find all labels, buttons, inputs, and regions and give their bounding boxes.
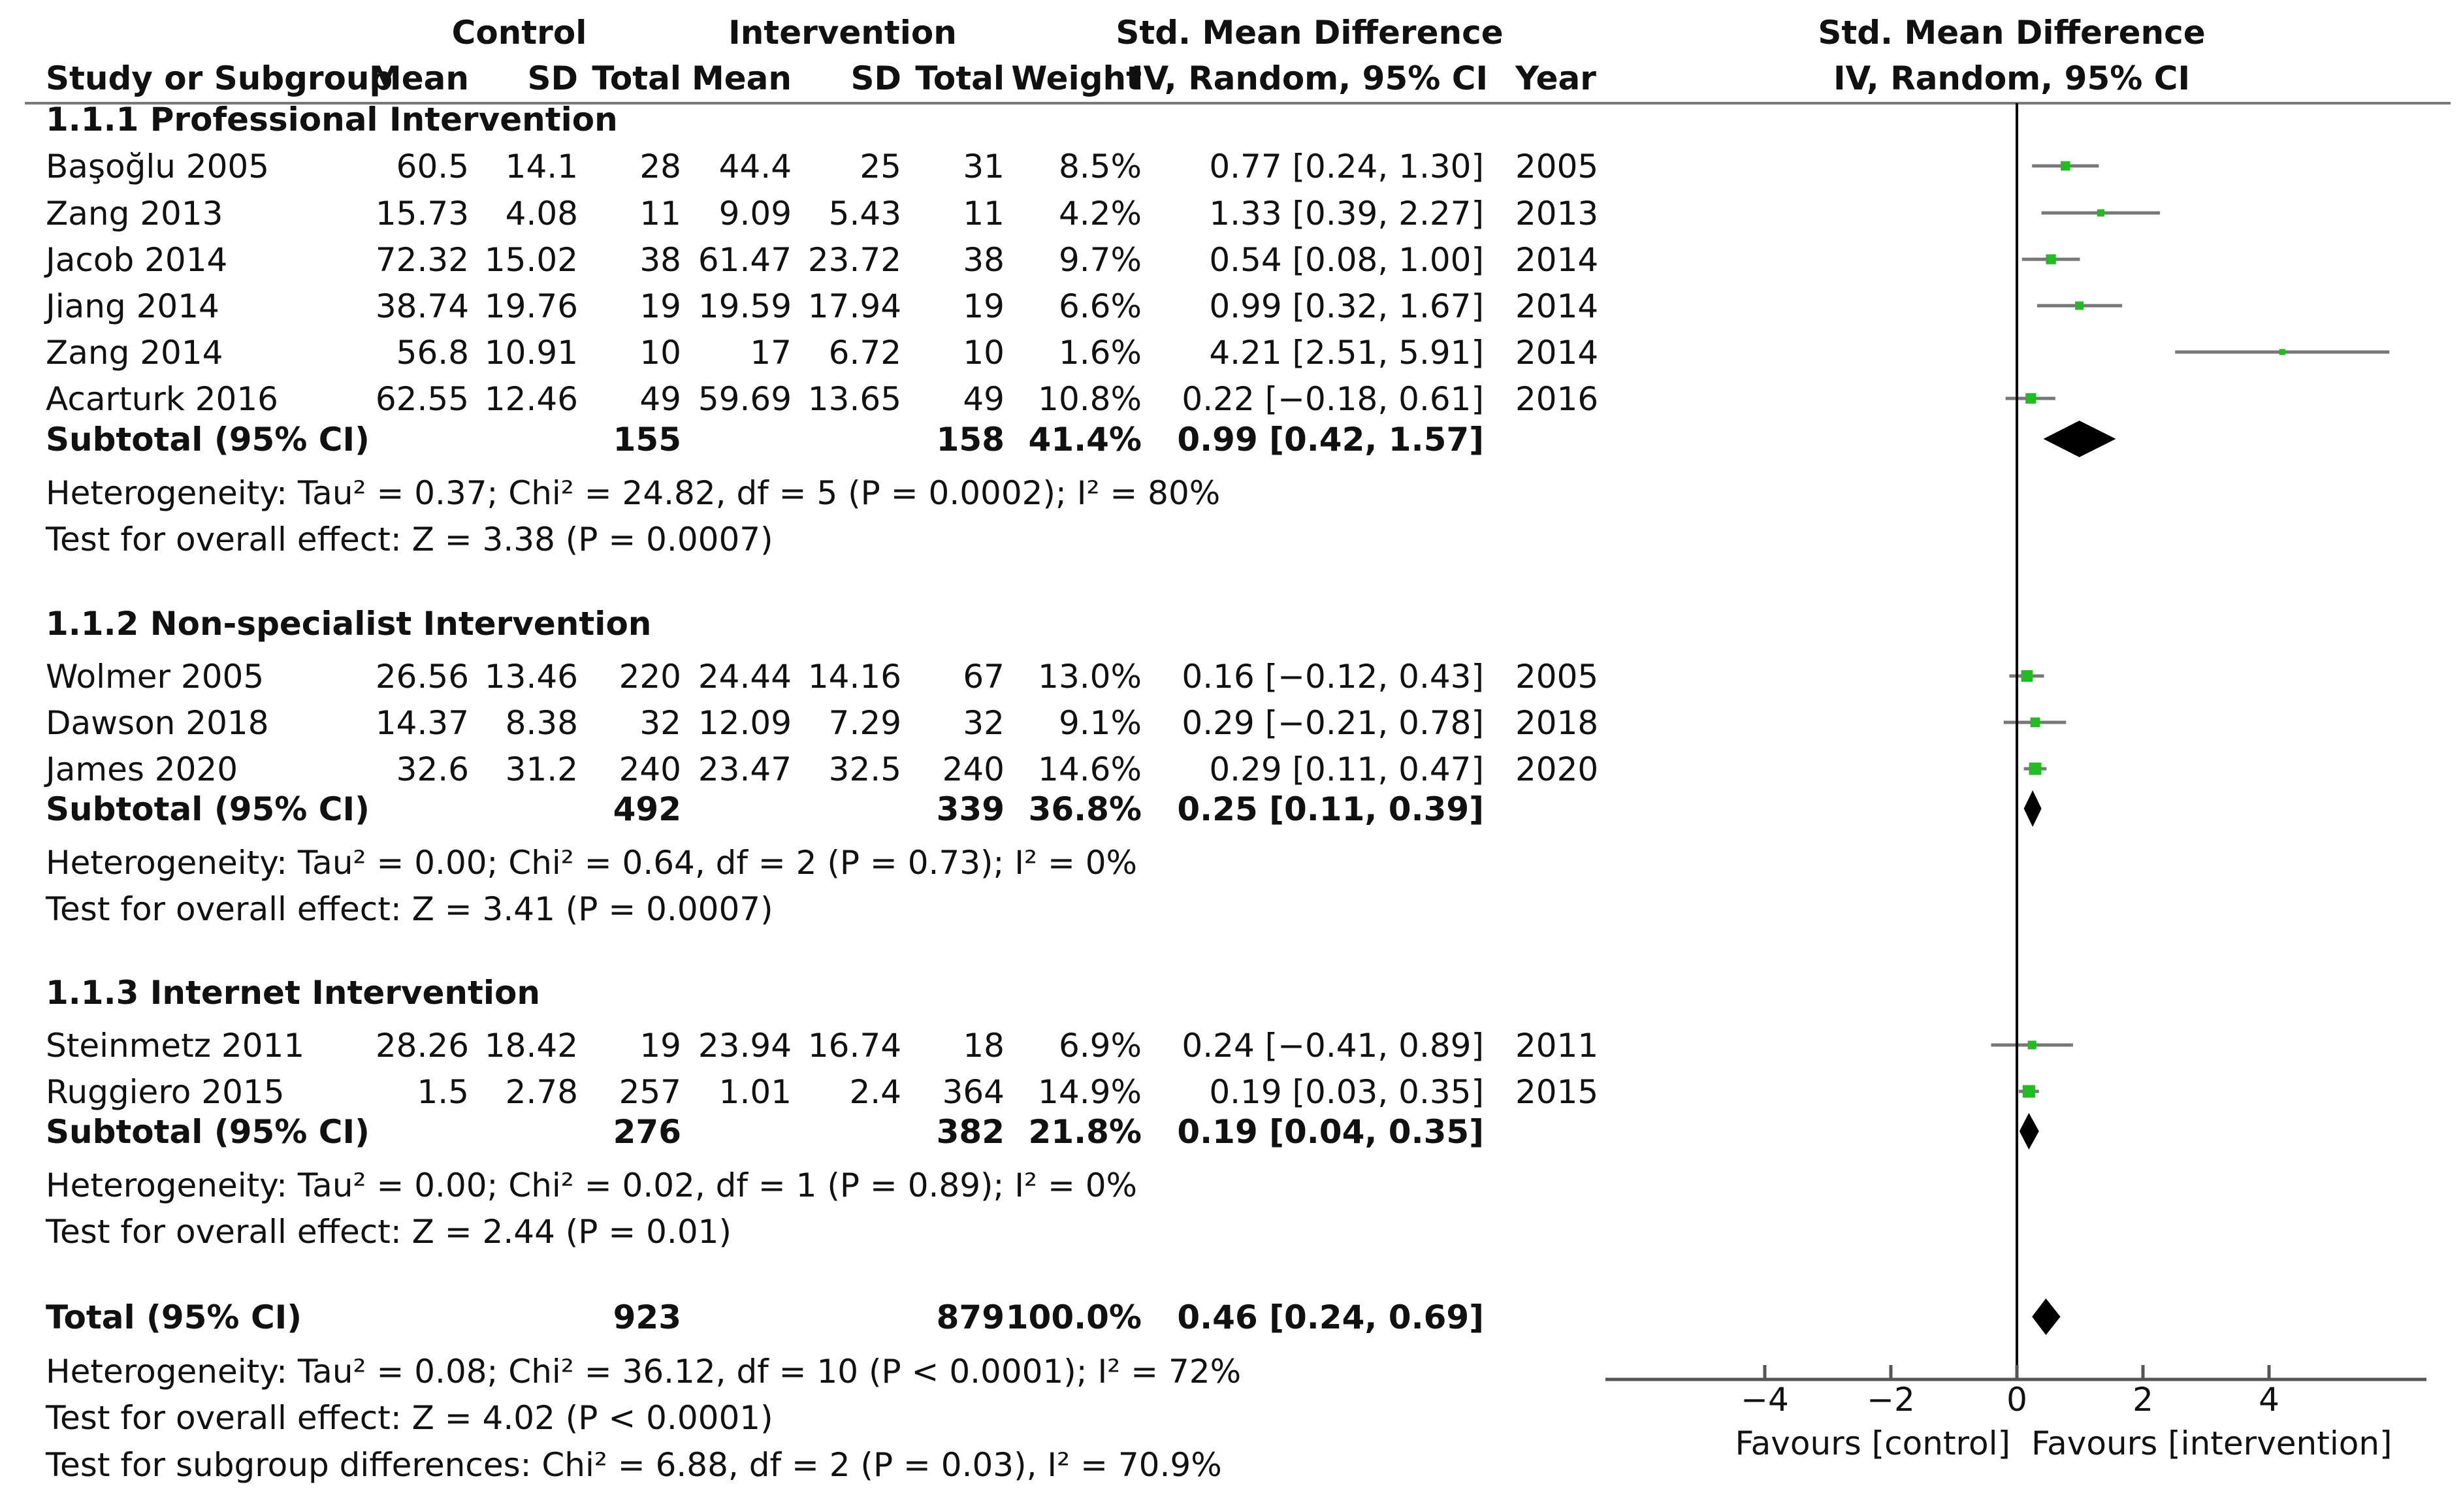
control-sd: 10.91 — [484, 334, 578, 372]
subtotal-label: Subtotal (95% CI) — [46, 421, 370, 458]
control-mean: 26.56 — [375, 658, 469, 696]
study-marker — [2023, 1085, 2035, 1097]
intervention-sd: 14.16 — [807, 658, 901, 696]
col-total-control: Total — [592, 59, 681, 97]
study-year: 2014 — [1515, 334, 1599, 372]
header-control: Control — [451, 14, 587, 52]
control-mean: 38.74 — [375, 287, 469, 325]
control-mean: 28.26 — [375, 1027, 469, 1065]
subgroup-label: 1.1.2 Non-specialist Intervention — [46, 605, 652, 643]
note-text: Test for overall effect: Z = 2.44 (P = 0.01) — [46, 1213, 732, 1251]
favours-intervention-label: Favours [intervention] — [2031, 1424, 2392, 1462]
control-mean: 15.73 — [375, 195, 469, 233]
subtotal-intervention-total: 158 — [936, 421, 1005, 458]
note-text: Heterogeneity: Tau² = 0.37; Chi² = 24.82, df = 5 (P = 0.0002); I² = 80% — [46, 474, 1221, 512]
subtotal-weight: 41.4% — [1028, 421, 1142, 458]
col-total-intervention: Total — [915, 59, 1005, 97]
control-mean: 32.6 — [396, 750, 469, 788]
study-name: Wolmer 2005 — [46, 658, 265, 696]
intervention-sd: 32.5 — [828, 750, 901, 788]
total-intervention-total: 879 — [936, 1298, 1005, 1336]
effect-ci-text: 0.77 [0.24, 1.30] — [1209, 148, 1484, 185]
effect-ci-text: 4.21 [2.51, 5.91] — [1209, 334, 1484, 372]
effect-ci-text: 0.16 [−0.12, 0.43] — [1182, 658, 1484, 696]
control-total: 11 — [639, 195, 681, 233]
intervention-mean: 9.09 — [718, 195, 792, 233]
subtotal-effect-ci-text: 0.19 [0.04, 0.35] — [1177, 1113, 1484, 1151]
weight-value: 9.1% — [1058, 704, 1142, 742]
intervention-mean: 24.44 — [698, 658, 792, 696]
intervention-sd: 13.65 — [807, 380, 901, 418]
subtotal-diamond — [2024, 790, 2042, 827]
control-mean: 14.37 — [375, 704, 469, 742]
study-year: 2005 — [1515, 658, 1599, 696]
subtotal-diamond — [2044, 421, 2116, 457]
intervention-mean: 23.94 — [698, 1027, 792, 1065]
control-mean: 1.5 — [417, 1073, 469, 1111]
study-year: 2014 — [1515, 241, 1599, 279]
control-sd: 13.46 — [484, 658, 578, 696]
control-sd: 18.42 — [484, 1027, 578, 1065]
control-total: 28 — [639, 148, 681, 185]
header-intervention: Intervention — [728, 14, 957, 52]
subtotal-control-total: 155 — [613, 421, 681, 458]
intervention-mean: 17 — [750, 334, 792, 372]
table-rows — [44, 101, 1598, 1484]
total-control-total: 923 — [613, 1298, 681, 1336]
intervention-total: 49 — [963, 380, 1005, 418]
intervention-sd: 5.43 — [828, 195, 901, 233]
control-mean: 62.55 — [375, 380, 469, 418]
subgroup-label: 1.1.1 Professional Intervention — [46, 101, 618, 138]
col-plot-method: IV, Random, 95% CI — [1833, 59, 2191, 97]
study-name: Steinmetz 2011 — [46, 1027, 305, 1065]
control-total: 240 — [619, 750, 681, 788]
weight-value: 8.5% — [1058, 148, 1142, 185]
control-sd: 15.02 — [484, 241, 578, 279]
control-total: 220 — [619, 658, 681, 696]
control-mean: 60.5 — [396, 148, 469, 185]
study-name: Ruggiero 2015 — [46, 1073, 285, 1111]
note-text: Heterogeneity: Tau² = 0.00; Chi² = 0.02, df = 1 (P = 0.89); I² = 0% — [46, 1166, 1138, 1204]
effect-ci-text: 0.19 [0.03, 0.35] — [1209, 1073, 1484, 1111]
control-sd: 8.38 — [505, 704, 578, 742]
study-marker — [2028, 1040, 2036, 1049]
study-marker — [2021, 670, 2033, 682]
control-mean: 72.32 — [375, 241, 469, 279]
control-total: 38 — [639, 241, 681, 279]
intervention-sd: 16.74 — [807, 1027, 901, 1065]
weight-value: 4.2% — [1058, 195, 1142, 233]
intervention-total: 32 — [963, 704, 1005, 742]
study-marker — [2046, 254, 2055, 264]
weight-value: 1.6% — [1058, 334, 1142, 372]
favours-control-label: Favours [control] — [1735, 1424, 2010, 1462]
effect-ci-text: 0.29 [−0.21, 0.78] — [1182, 704, 1484, 742]
study-name: Başoğlu 2005 — [46, 148, 270, 185]
study-year: 2013 — [1515, 195, 1599, 233]
col-mean-control: Mean — [368, 59, 469, 97]
intervention-mean: 19.59 — [698, 287, 792, 325]
intervention-sd: 6.72 — [828, 334, 901, 372]
study-year: 2005 — [1515, 148, 1599, 185]
note-text: Test for subgroup differences: Chi² = 6.88, df = 2 (P = 0.03), I² = 70.9% — [46, 1446, 1222, 1484]
intervention-sd: 7.29 — [828, 704, 901, 742]
intervention-total: 19 — [963, 287, 1005, 325]
control-sd: 14.1 — [505, 148, 578, 185]
col-effect: IV, Random, 95% CI — [1131, 59, 1489, 97]
effect-ci-text: 0.24 [−0.41, 0.89] — [1182, 1027, 1484, 1065]
x-tick-label: −4 — [1741, 1381, 1789, 1419]
col-weight: Weight — [1011, 59, 1142, 97]
col-sd-control: SD — [527, 59, 578, 97]
x-tick-label: 0 — [2006, 1381, 2027, 1419]
intervention-total: 364 — [942, 1073, 1005, 1111]
weight-value: 14.9% — [1038, 1073, 1142, 1111]
intervention-mean: 44.4 — [718, 148, 792, 185]
control-total: 19 — [639, 287, 681, 325]
control-sd: 12.46 — [484, 380, 578, 418]
intervention-sd: 17.94 — [807, 287, 901, 325]
subtotal-label: Subtotal (95% CI) — [46, 790, 370, 828]
subtotal-effect-ci-text: 0.25 [0.11, 0.39] — [1177, 790, 1484, 828]
note-text: Test for overall effect: Z = 4.02 (P < 0.0001) — [46, 1399, 773, 1437]
intervention-total: 11 — [963, 195, 1005, 233]
col-mean-intervention: Mean — [691, 59, 792, 97]
subtotal-label: Subtotal (95% CI) — [46, 1113, 370, 1151]
subgroup-label: 1.1.3 Internet Intervention — [46, 974, 541, 1012]
x-tick-label: −2 — [1867, 1381, 1915, 1419]
effect-ci-text: 1.33 [0.39, 2.27] — [1209, 195, 1484, 233]
intervention-mean: 61.47 — [698, 241, 792, 279]
total-effect-ci-text: 0.46 [0.24, 0.69] — [1177, 1298, 1484, 1336]
study-marker — [2025, 393, 2036, 404]
note-text: Heterogeneity: Tau² = 0.08; Chi² = 36.12, df = 10 (P < 0.0001); I² = 72% — [46, 1353, 1242, 1391]
subtotal-weight: 21.8% — [1028, 1113, 1142, 1151]
col-study: Study or Subgroup — [46, 59, 393, 97]
weight-value: 9.7% — [1058, 241, 1142, 279]
study-year: 2018 — [1515, 704, 1599, 742]
effect-ci-text: 0.22 [−0.18, 0.61] — [1182, 380, 1484, 418]
control-total: 49 — [639, 380, 681, 418]
x-tick-label: 4 — [2259, 1381, 2279, 1419]
study-marker — [2075, 302, 2084, 310]
subtotal-intervention-total: 339 — [936, 790, 1005, 828]
header-effect-title: Std. Mean Difference — [1116, 14, 1504, 52]
intervention-total: 31 — [963, 148, 1005, 185]
note-text: Heterogeneity: Tau² = 0.00; Chi² = 0.64, df = 2 (P = 0.73); I² = 0% — [46, 844, 1138, 882]
study-name: Jiang 2014 — [46, 287, 219, 325]
control-sd: 2.78 — [505, 1073, 578, 1111]
col-year: Year — [1515, 59, 1596, 97]
study-year: 2015 — [1515, 1073, 1599, 1111]
intervention-total: 240 — [942, 750, 1005, 788]
effect-ci-text: 0.29 [0.11, 0.47] — [1209, 750, 1484, 788]
total-diamond — [2032, 1298, 2060, 1335]
study-marker — [2097, 209, 2104, 216]
study-year: 2016 — [1515, 380, 1599, 418]
study-name: Jacob 2014 — [46, 241, 228, 279]
subtotal-control-total: 276 — [613, 1113, 681, 1151]
subtotal-control-total: 492 — [613, 790, 681, 828]
intervention-total: 67 — [963, 658, 1005, 696]
control-total: 257 — [619, 1073, 681, 1111]
plot-area — [1605, 103, 2426, 1462]
control-sd: 31.2 — [505, 750, 578, 788]
total-label: Total (95% CI) — [46, 1298, 302, 1336]
study-marker — [2279, 349, 2285, 355]
study-marker — [2031, 718, 2040, 728]
control-total: 32 — [639, 704, 681, 742]
study-name: Zang 2014 — [46, 334, 223, 372]
x-tick-label: 2 — [2133, 1381, 2153, 1419]
study-marker — [2061, 161, 2070, 170]
intervention-sd: 2.4 — [849, 1073, 901, 1111]
note-text: Test for overall effect: Z = 3.41 (P = 0.0007) — [46, 890, 773, 928]
control-sd: 4.08 — [505, 195, 578, 233]
control-mean: 56.8 — [396, 334, 469, 372]
intervention-sd: 23.72 — [807, 241, 901, 279]
intervention-mean: 12.09 — [698, 704, 792, 742]
intervention-mean: 23.47 — [698, 750, 792, 788]
intervention-mean: 1.01 — [718, 1073, 792, 1111]
total-weight: 100.0% — [1005, 1298, 1142, 1336]
study-year: 2020 — [1515, 750, 1599, 788]
weight-value: 6.9% — [1058, 1027, 1142, 1065]
weight-value: 10.8% — [1038, 380, 1142, 418]
weight-value: 14.6% — [1038, 750, 1142, 788]
subtotal-effect-ci-text: 0.99 [0.42, 1.57] — [1177, 421, 1484, 458]
control-total: 10 — [639, 334, 681, 372]
effect-ci-text: 0.99 [0.32, 1.67] — [1209, 287, 1484, 325]
study-year: 2014 — [1515, 287, 1599, 325]
intervention-sd: 25 — [860, 148, 901, 185]
study-name: James 2020 — [46, 750, 238, 788]
weight-value: 13.0% — [1038, 658, 1142, 696]
control-total: 19 — [639, 1027, 681, 1065]
study-name: Dawson 2018 — [46, 704, 269, 742]
subtotal-weight: 36.8% — [1028, 790, 1142, 828]
intervention-mean: 59.69 — [698, 380, 792, 418]
subtotal-intervention-total: 382 — [936, 1113, 1005, 1151]
study-name: Zang 2013 — [46, 195, 223, 233]
subtotal-diamond — [2020, 1113, 2039, 1150]
col-sd-intervention: SD — [850, 59, 901, 97]
study-marker — [2029, 763, 2042, 775]
study-year: 2011 — [1515, 1027, 1599, 1065]
note-text: Test for overall effect: Z = 3.38 (P = 0.0007) — [46, 521, 773, 558]
header-plot-title: Std. Mean Difference — [1818, 14, 2206, 52]
control-sd: 19.76 — [484, 287, 578, 325]
intervention-total: 10 — [963, 334, 1005, 372]
effect-ci-text: 0.54 [0.08, 1.00] — [1209, 241, 1484, 279]
weight-value: 6.6% — [1058, 287, 1142, 325]
study-name: Acarturk 2016 — [46, 380, 278, 418]
intervention-total: 18 — [963, 1027, 1005, 1065]
intervention-total: 38 — [963, 241, 1005, 279]
